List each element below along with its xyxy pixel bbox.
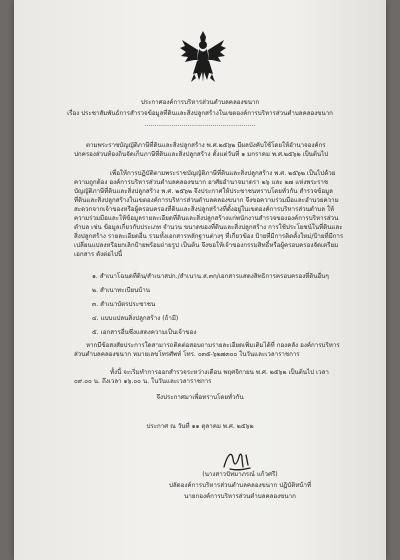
- paragraph-4: ทั้งนี้ จะเริ่มทำการออกสำรวจระหว่างเดือน พฤศจิกายน พ.ศ. ๒๕๖๒ เป็นต้นไป เวลา ๐๙.๐๐ น. ถึงเวลา ๑๖.๐๐ น. ในวันและเวลาราชการ: [74, 369, 329, 385]
- announcement-date: ประกาศ ณ วันที่ ๑๑ ตุลาคม พ.ศ. ๒๕๖๒: [146, 423, 254, 430]
- list-item: ๓. สำเนาบัตรประชาชน: [92, 301, 156, 308]
- garuda-emblem-icon: [179, 30, 227, 84]
- paragraph-2: เพื่อให้การปฏิบัติตามพระราชบัญญัติภาษีที่ดินและสิ่งปลูกสร้าง พ.ศ. ๒๕๖๒ เป็นไปด้วยความถูกต้อง องค์การบริหารส่วนตำบลคลองขนาก อาศัยอำนาจมาตรา ๒๖ และ ๒๗ แห่งพระราชบัญญัติภาษีที่ดินและสิ่งปลูกสร้าง พ.ศ. ๒๕๖๒ จึงประกาศให้ประชาชนทราบโดยทั่วกัน สำรวจข้อมูลที่ดินและสิ่งปลูกสร้างในเขตองค์การบริหารส่วนตำบลคลองขนาก จึงขอความร่วมมือและอำนวยความสะดวกจากเจ้าของหรือผู้ครอบครองที่ดินและสิ่งปลูกสร้างที่ตั้งอยู่ในเขตองค์การบริหารส่วนตำบล ให้ความร่วมมือและให้ข้อมูลรายละเอียดที่ดินและสิ่งปลูกสร้างแก่พนักงานสำรวจขององค์การบริหารส่วนตำบล เช่น ข้อมูลเกี่ยวกับประเภท จำนวน ขนาดของที่ดินและสิ่งปลูกสร้าง การใช้ประโยชน์ในที่ดินและสิ่งปลูกสร้าง รายละเอียดอื่น รวมทั้งเอกสารหลักฐานต่างๆ ที่เกี่ยวข้อง ป้ายที่มีการติดตั้งใหม่/ป้ายที่มีการเปลี่ยนแปลงหรือยกเลิกป้ายพร้อมถ่ายรูป เป็นต้น จึงขอให้เจ้าของกรรมสิทธิ์หรือผู้ครอบครองจัดเตรียมเอกสาร ดังต่อไปนี้: [74, 170, 344, 258]
- subject-line: เรื่อง ประชาสัมพันธ์การสำรวจข้อมูลที่ดินและสิ่งปลูกสร้างในเขตองค์การบริหารส่วนตำบลคลองขนาก: [67, 110, 333, 117]
- header-separator: ………………………………………………: [144, 121, 256, 128]
- list-item: ๕. เอกสารอื่นซึ่งแสดงความเป็นเจ้าของ: [92, 329, 197, 336]
- list-item: ๒. สำเนาทะเบียนบ้าน: [92, 287, 151, 294]
- signatory-name: (นางสาวปัทมาภรณ์ แก้วศรี): [202, 471, 278, 478]
- signatory-position: ปลัดองค์การบริหารส่วนตำบลคลองขนาก ปฏิบัติหน้าที่: [168, 482, 312, 489]
- signatory-position-2: นายกองค์การบริหารส่วนตำบลคลองขนาก: [184, 493, 296, 500]
- list-item: ๔. แบบแปลนสิ่งปลูกสร้าง (ถ้ามี): [92, 315, 179, 322]
- paragraph-3: หากมีข้อสงสัยประการใดสามารถติดต่อสอบถามรายละเอียดเพิ่มเติมได้ที่ กองคลัง องค์การบริหารส่วนตำบลคลองขนาก หมายเลขโทรศัพท์ โทร. ๐๓๕-๖๒๗๓๐๐ ในวันและเวลาราชการ: [74, 342, 340, 358]
- list-item: ๑. สำเนาโฉนดที่ดิน/สำเนาสปก./สำเนาน.ส.๓ก/เอกสารแสดงสิทธิการครอบครองที่ดินอื่นๆ: [92, 273, 329, 280]
- issuing-office: ประกาศองค์การบริหารส่วนตำบลคลองขนาก: [140, 99, 260, 106]
- closing-line: จึงประกาศมาเพื่อทราบโดยทั่วกัน: [156, 394, 244, 401]
- paragraph-1: ตามพระราชบัญญัติภาษีที่ดินและสิ่งปลูกสร้าง พ.ศ.๒๕๖๒ มีผลบังคับใช้โดยให้อำนาจองค์กรปกครองส่วนท้องถิ่นจัดเก็บภาษีที่ดินและสิ่งปลูกสร้าง ตั้งแต่วันที่ ๑ มกราคม พ.ศ.๒๕๖๒ เป็นต้นไป: [74, 142, 329, 158]
- document-page: [14, 0, 386, 560]
